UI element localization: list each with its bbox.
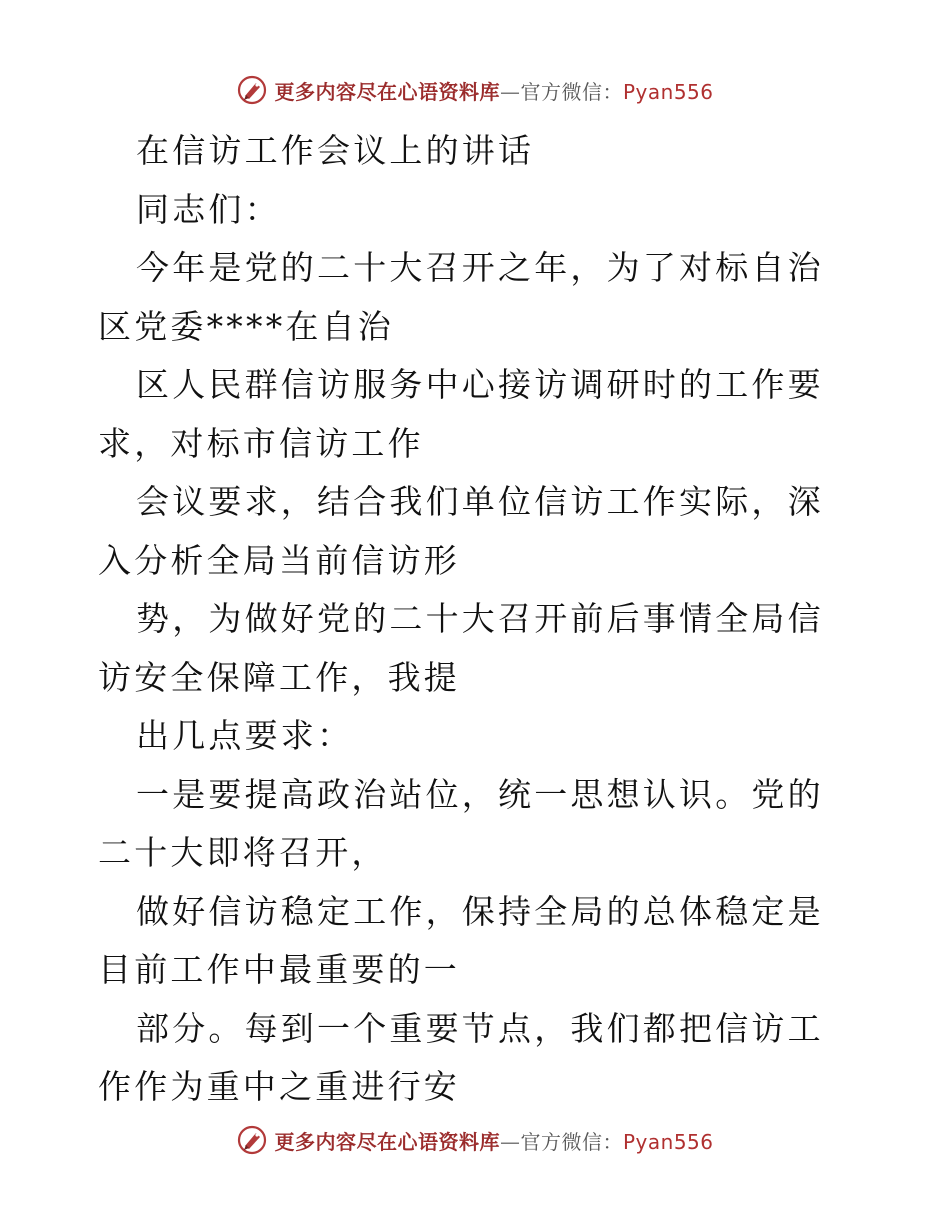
watermark-wechat-label: 官方微信： <box>520 1129 623 1154</box>
watermark-text <box>274 1126 713 1155</box>
pen-nib-logo-icon <box>236 74 268 106</box>
watermark-text <box>274 76 713 105</box>
watermark-wechat-label: 官方微信： <box>520 79 623 104</box>
document-title: 在信访工作会议上的讲话 <box>136 131 535 170</box>
pen-nib-logo-icon <box>236 1124 268 1156</box>
salutation: 同志们： <box>136 189 281 229</box>
paragraph: 部分。每到一个重要节点，我们都把信访工作作为重中之重进行安 <box>98 1008 824 1106</box>
watermark-main: 更多内容尽在心语资料库 <box>274 79 500 104</box>
watermark-wechat-id: Pyan556 <box>622 79 714 104</box>
paragraph: 一是要提高政治站位，统一思想认识。党的二十大即将召开， <box>98 774 824 872</box>
watermark-wechat-id: Pyan556 <box>622 1129 714 1154</box>
paragraph: 势，为做好党的二十大召开前后事情全局信访安全保障工作，我提 <box>98 599 824 697</box>
paragraph: 会议要求，结合我们单位信访工作实际，深入分析全局当前信访形 <box>98 482 824 580</box>
watermark-separator: — <box>499 1129 521 1154</box>
paragraph: 出几点要求： <box>136 716 354 755</box>
document-body <box>98 122 858 1117</box>
watermark-separator: — <box>499 79 521 104</box>
paragraph: 今年是党的二十大召开之年，为了对标自治区党委****在自治 <box>98 248 824 346</box>
footer-watermark <box>0 1120 950 1160</box>
watermark-main: 更多内容尽在心语资料库 <box>274 1129 500 1154</box>
header-watermark <box>0 70 950 110</box>
paragraph: 区人民群信访服务中心接访调研时的工作要求，对标市信访工作 <box>98 365 824 463</box>
paragraph: 做好信访稳定工作，保持全局的总体稳定是目前工作中最重要的一 <box>98 891 824 989</box>
